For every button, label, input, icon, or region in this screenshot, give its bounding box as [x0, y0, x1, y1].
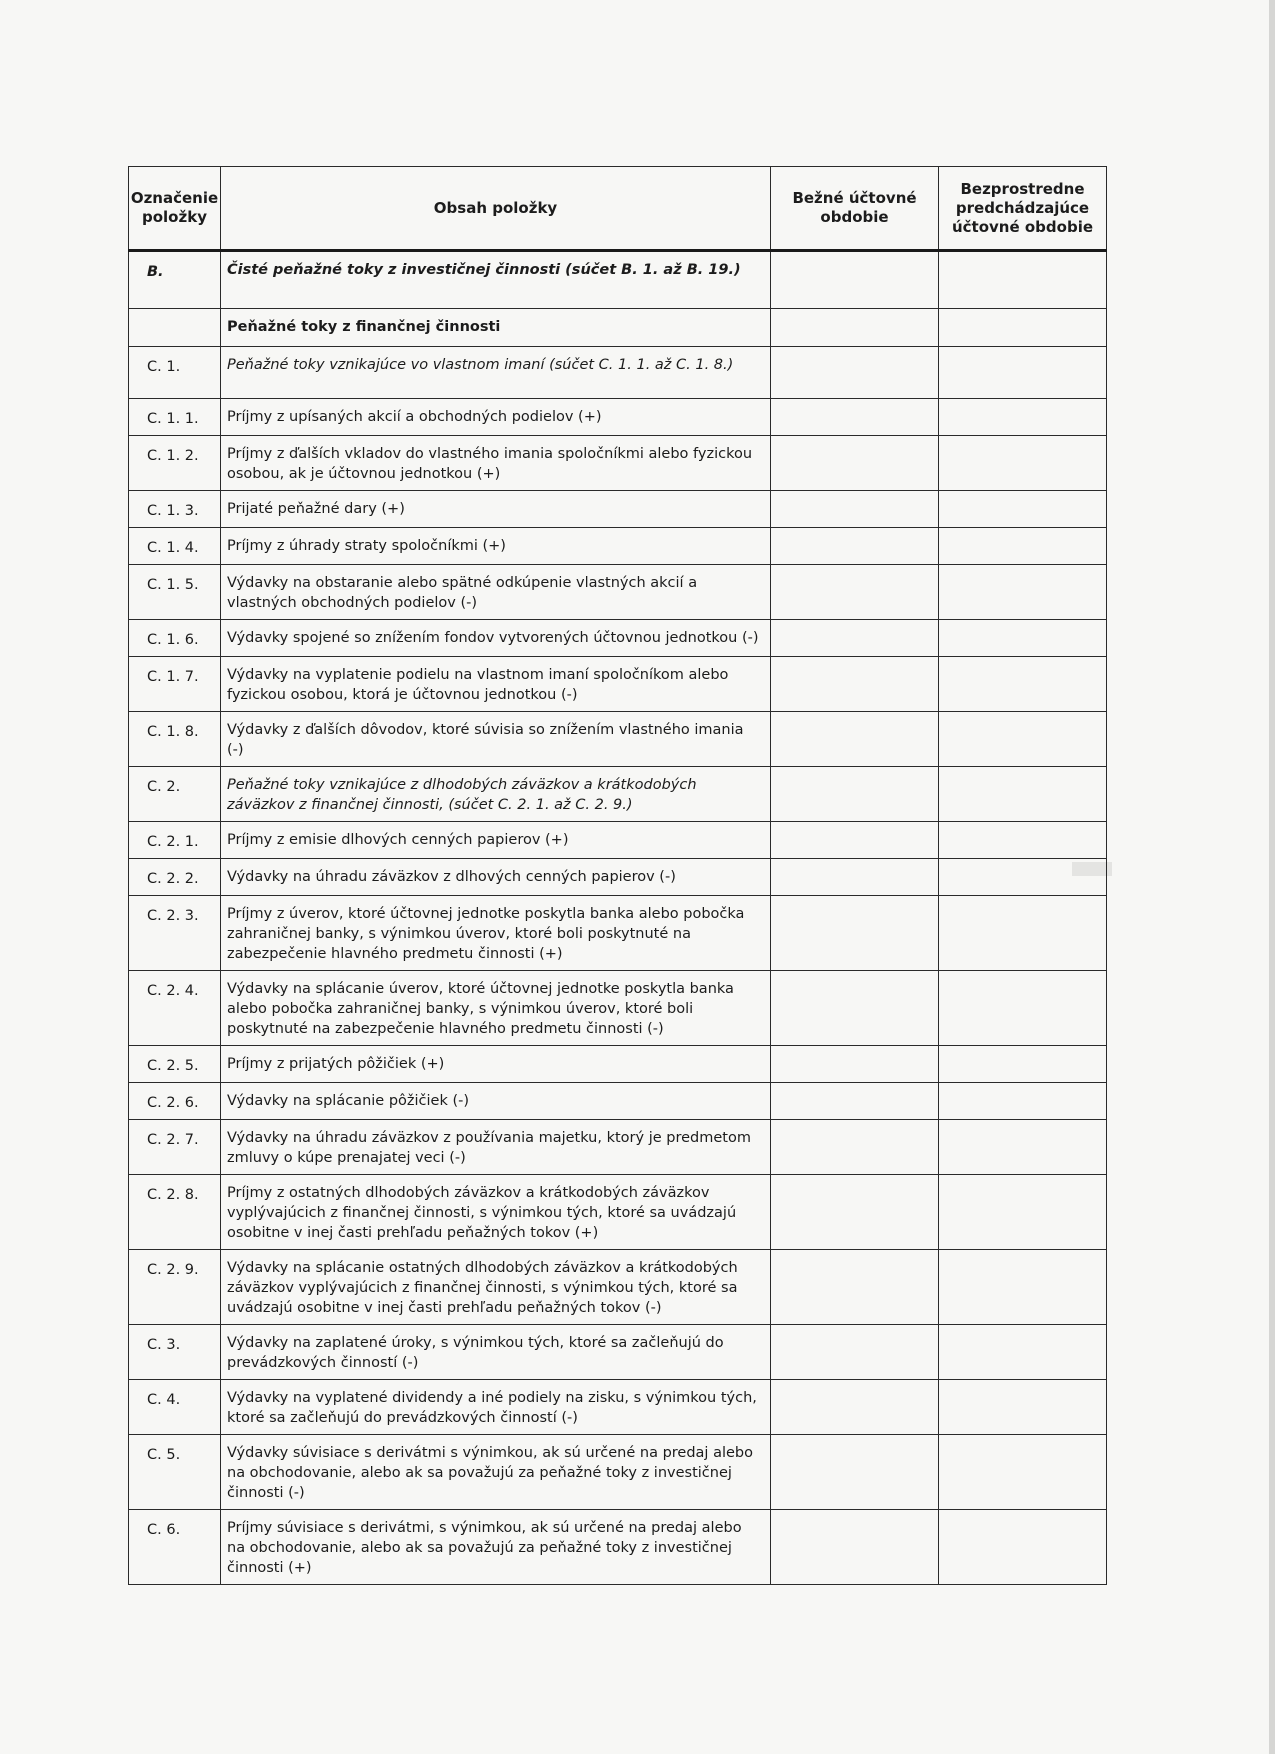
row-current-value[interactable]	[771, 657, 939, 712]
row-code: C. 2. 2.	[129, 859, 221, 896]
row-code: C. 1. 2.	[129, 436, 221, 491]
row-description: Prijaté peňažné dary (+)	[221, 491, 771, 528]
row-code: C. 1. 1.	[129, 399, 221, 436]
row-code: C. 1. 6.	[129, 620, 221, 657]
header-content: Obsah položky	[221, 167, 771, 251]
row-previous-value[interactable]	[939, 1120, 1107, 1175]
row-description: Príjmy z upísaných akcií a obchodných podielov (+)	[221, 399, 771, 436]
row-code: C. 5.	[129, 1435, 221, 1510]
row-description: Výdavky na úhradu záväzkov z dlhových cenných papierov (-)	[221, 859, 771, 896]
row-current-value[interactable]	[771, 1175, 939, 1250]
row-code: C. 2. 4.	[129, 971, 221, 1046]
row-current-value[interactable]	[771, 251, 939, 309]
row-description: Výdavky z ďalších dôvodov, ktoré súvisia so znížením vlastného imania (-)	[221, 712, 771, 767]
row-current-value[interactable]	[771, 1380, 939, 1435]
table-row	[129, 1120, 1107, 1175]
row-description: Výdavky na obstaranie alebo spätné odkúpenie vlastných akcií a vlastných obchodných podielov (-)	[221, 565, 771, 620]
row-current-value[interactable]	[771, 347, 939, 399]
row-code: B.	[129, 251, 221, 309]
row-description: Výdavky na splácanie úverov, ktoré účtovnej jednotke poskytla banka alebo pobočka zahraničnej banky, s výnimkou úverov, ktoré boli poskytnuté na zabezpečenie hlavného predmetu činnosti (-)	[221, 971, 771, 1046]
row-description: Príjmy z úverov, ktoré účtovnej jednotke poskytla banka alebo pobočka zahraničnej banky, s výnimkou úverov, ktoré boli poskytnuté na zabezpečenie hlavného predmetu činnosti (+)	[221, 896, 771, 971]
table-row	[129, 1046, 1107, 1083]
row-description: Výdavky na splácanie ostatných dlhodobých záväzkov a krátkodobých záväzkov vyplývajúcich z finančnej činnosti, s výnimkou tých, ktoré sa uvádzajú osobitne v inej časti prehľadu peňažných tokov (-)	[221, 1250, 771, 1325]
row-current-value[interactable]	[771, 896, 939, 971]
table-row	[129, 822, 1107, 859]
row-current-value[interactable]	[771, 399, 939, 436]
row-description: Príjmy súvisiace s derivátmi, s výnimkou, ak sú určené na predaj alebo na obchodovanie, alebo ak sa považujú za peňažné toky z investičnej činnosti (+)	[221, 1510, 771, 1585]
row-current-value[interactable]	[771, 971, 939, 1046]
row-description: Výdavky na vyplatené dividendy a iné podiely na zisku, s výnimkou tých, ktoré sa začleňujú do prevádzkových činností (-)	[221, 1380, 771, 1435]
row-description: Výdavky na úhradu záväzkov z používania majetku, ktorý je predmetom zmluvy o kúpe prenajatej veci (-)	[221, 1120, 771, 1175]
row-previous-value[interactable]	[939, 896, 1107, 971]
row-code: C. 3.	[129, 1325, 221, 1380]
row-current-value[interactable]	[771, 1120, 939, 1175]
row-description: Príjmy z ostatných dlhodobých záväzkov a krátkodobých záväzkov vyplývajúcich z finančnej činnosti, s výnimkou tých, ktoré sa uvádzajú osobitne v inej časti prehľadu peňažných tokov (+)	[221, 1175, 771, 1250]
row-current-value[interactable]	[771, 1250, 939, 1325]
row-current-value[interactable]	[771, 620, 939, 657]
row-code: C. 1. 3.	[129, 491, 221, 528]
header-code: Označenie položky	[129, 167, 221, 251]
row-description: Výdavky súvisiace s derivátmi s výnimkou, ak sú určené na predaj alebo na obchodovanie, alebo ak sa považujú za peňažné toky z investičnej činnosti (-)	[221, 1435, 771, 1510]
header-current-period: Bežné účtovné obdobie	[771, 167, 939, 251]
row-code: C. 2. 5.	[129, 1046, 221, 1083]
row-code: C. 2. 7.	[129, 1120, 221, 1175]
row-previous-value[interactable]	[939, 1380, 1107, 1435]
table-row	[129, 436, 1107, 491]
row-code: C. 1. 7.	[129, 657, 221, 712]
row-previous-value[interactable]	[939, 1046, 1107, 1083]
row-current-value[interactable]	[771, 767, 939, 822]
row-description: Príjmy z emisie dlhových cenných papierov (+)	[221, 822, 771, 859]
row-previous-value[interactable]	[939, 1325, 1107, 1380]
header-previous-period: Bezprostredne predchádzajúce účtovné obdobie	[939, 167, 1107, 251]
row-previous-value[interactable]	[939, 1250, 1107, 1325]
cashflow-table	[128, 166, 1107, 1585]
row-code: C. 4.	[129, 1380, 221, 1435]
row-previous-value[interactable]	[939, 712, 1107, 767]
row-current-value[interactable]	[771, 1083, 939, 1120]
row-code: C. 2. 6.	[129, 1083, 221, 1120]
table-body	[129, 251, 1107, 1585]
row-code: C. 1. 5.	[129, 565, 221, 620]
table-row	[129, 896, 1107, 971]
row-code: C. 2. 9.	[129, 1250, 221, 1325]
row-previous-value[interactable]	[939, 822, 1107, 859]
row-code	[129, 309, 221, 347]
row-current-value[interactable]	[771, 309, 939, 347]
page-edge	[1269, 0, 1275, 1754]
row-current-value[interactable]	[771, 491, 939, 528]
row-description: Výdavky spojené so znížením fondov vytvorených účtovnou jednotkou (-)	[221, 620, 771, 657]
row-code: C. 2. 8.	[129, 1175, 221, 1250]
row-description: Čisté peňažné toky z investičnej činnosti (súčet B. 1. až B. 19.)	[221, 251, 771, 309]
table-row	[129, 1325, 1107, 1380]
table-row	[129, 1083, 1107, 1120]
table-row	[129, 309, 1107, 347]
row-previous-value[interactable]	[939, 1083, 1107, 1120]
row-code: C. 1. 4.	[129, 528, 221, 565]
row-description: Výdavky na vyplatenie podielu na vlastnom imaní spoločníkom alebo fyzickou osobou, ktorá je účtovnou jednotkou (-)	[221, 657, 771, 712]
row-current-value[interactable]	[771, 859, 939, 896]
table-row	[129, 399, 1107, 436]
table-header-row	[129, 167, 1107, 251]
row-description: Príjmy z úhrady straty spoločníkmi (+)	[221, 528, 771, 565]
table-row	[129, 347, 1107, 399]
table-row	[129, 767, 1107, 822]
row-current-value[interactable]	[771, 822, 939, 859]
row-previous-value[interactable]	[939, 657, 1107, 712]
row-current-value[interactable]	[771, 1510, 939, 1585]
row-current-value[interactable]	[771, 712, 939, 767]
row-code: C. 2. 3.	[129, 896, 221, 971]
row-current-value[interactable]	[771, 1046, 939, 1083]
row-previous-value[interactable]	[939, 309, 1107, 347]
row-current-value[interactable]	[771, 1435, 939, 1510]
row-previous-value[interactable]	[939, 1510, 1107, 1585]
row-previous-value[interactable]	[939, 436, 1107, 491]
row-code: C. 2.	[129, 767, 221, 822]
row-previous-value[interactable]	[939, 971, 1107, 1046]
row-previous-value[interactable]	[939, 251, 1107, 309]
table-row	[129, 565, 1107, 620]
row-previous-value[interactable]	[939, 1435, 1107, 1510]
table-row	[129, 491, 1107, 528]
row-previous-value[interactable]	[939, 1175, 1107, 1250]
table-row	[129, 712, 1107, 767]
table-row	[129, 1175, 1107, 1250]
table-row	[129, 657, 1107, 712]
row-previous-value[interactable]	[939, 491, 1107, 528]
table-row	[129, 1435, 1107, 1510]
table-row	[129, 1380, 1107, 1435]
table-row	[129, 620, 1107, 657]
row-code: C. 1. 8.	[129, 712, 221, 767]
row-previous-value[interactable]	[939, 767, 1107, 822]
row-code: C. 1.	[129, 347, 221, 399]
row-code: C. 6.	[129, 1510, 221, 1585]
row-description: Príjmy z prijatých pôžičiek (+)	[221, 1046, 771, 1083]
table-row	[129, 1250, 1107, 1325]
row-previous-value[interactable]	[939, 528, 1107, 565]
row-description: Príjmy z ďalších vkladov do vlastného imania spoločníkmi alebo fyzickou osobou, ak je účtovnou jednotkou (+)	[221, 436, 771, 491]
row-description: Výdavky na splácanie pôžičiek (-)	[221, 1083, 771, 1120]
row-description: Peňažné toky vznikajúce z dlhodobých záväzkov a krátkodobých záväzkov z finančnej činnosti, (súčet C. 2. 1. až C. 2. 9.)	[221, 767, 771, 822]
row-previous-value[interactable]	[939, 399, 1107, 436]
table-row	[129, 859, 1107, 896]
row-current-value[interactable]	[771, 436, 939, 491]
row-code: C. 2. 1.	[129, 822, 221, 859]
row-current-value[interactable]	[771, 565, 939, 620]
table-row	[129, 528, 1107, 565]
row-description: Peňažné toky vznikajúce vo vlastnom imaní (súčet C. 1. 1. až C. 1. 8.)	[221, 347, 771, 399]
row-previous-value[interactable]	[939, 620, 1107, 657]
row-current-value[interactable]	[771, 528, 939, 565]
table-row	[129, 251, 1107, 309]
row-description: Výdavky na zaplatené úroky, s výnimkou tých, ktoré sa začleňujú do prevádzkových činností (-)	[221, 1325, 771, 1380]
row-previous-value[interactable]	[939, 565, 1107, 620]
row-description: Peňažné toky z finančnej činnosti	[221, 309, 771, 347]
table-row	[129, 1510, 1107, 1585]
row-previous-value[interactable]	[939, 347, 1107, 399]
row-previous-value[interactable]	[939, 859, 1107, 896]
table-row	[129, 971, 1107, 1046]
row-current-value[interactable]	[771, 1325, 939, 1380]
